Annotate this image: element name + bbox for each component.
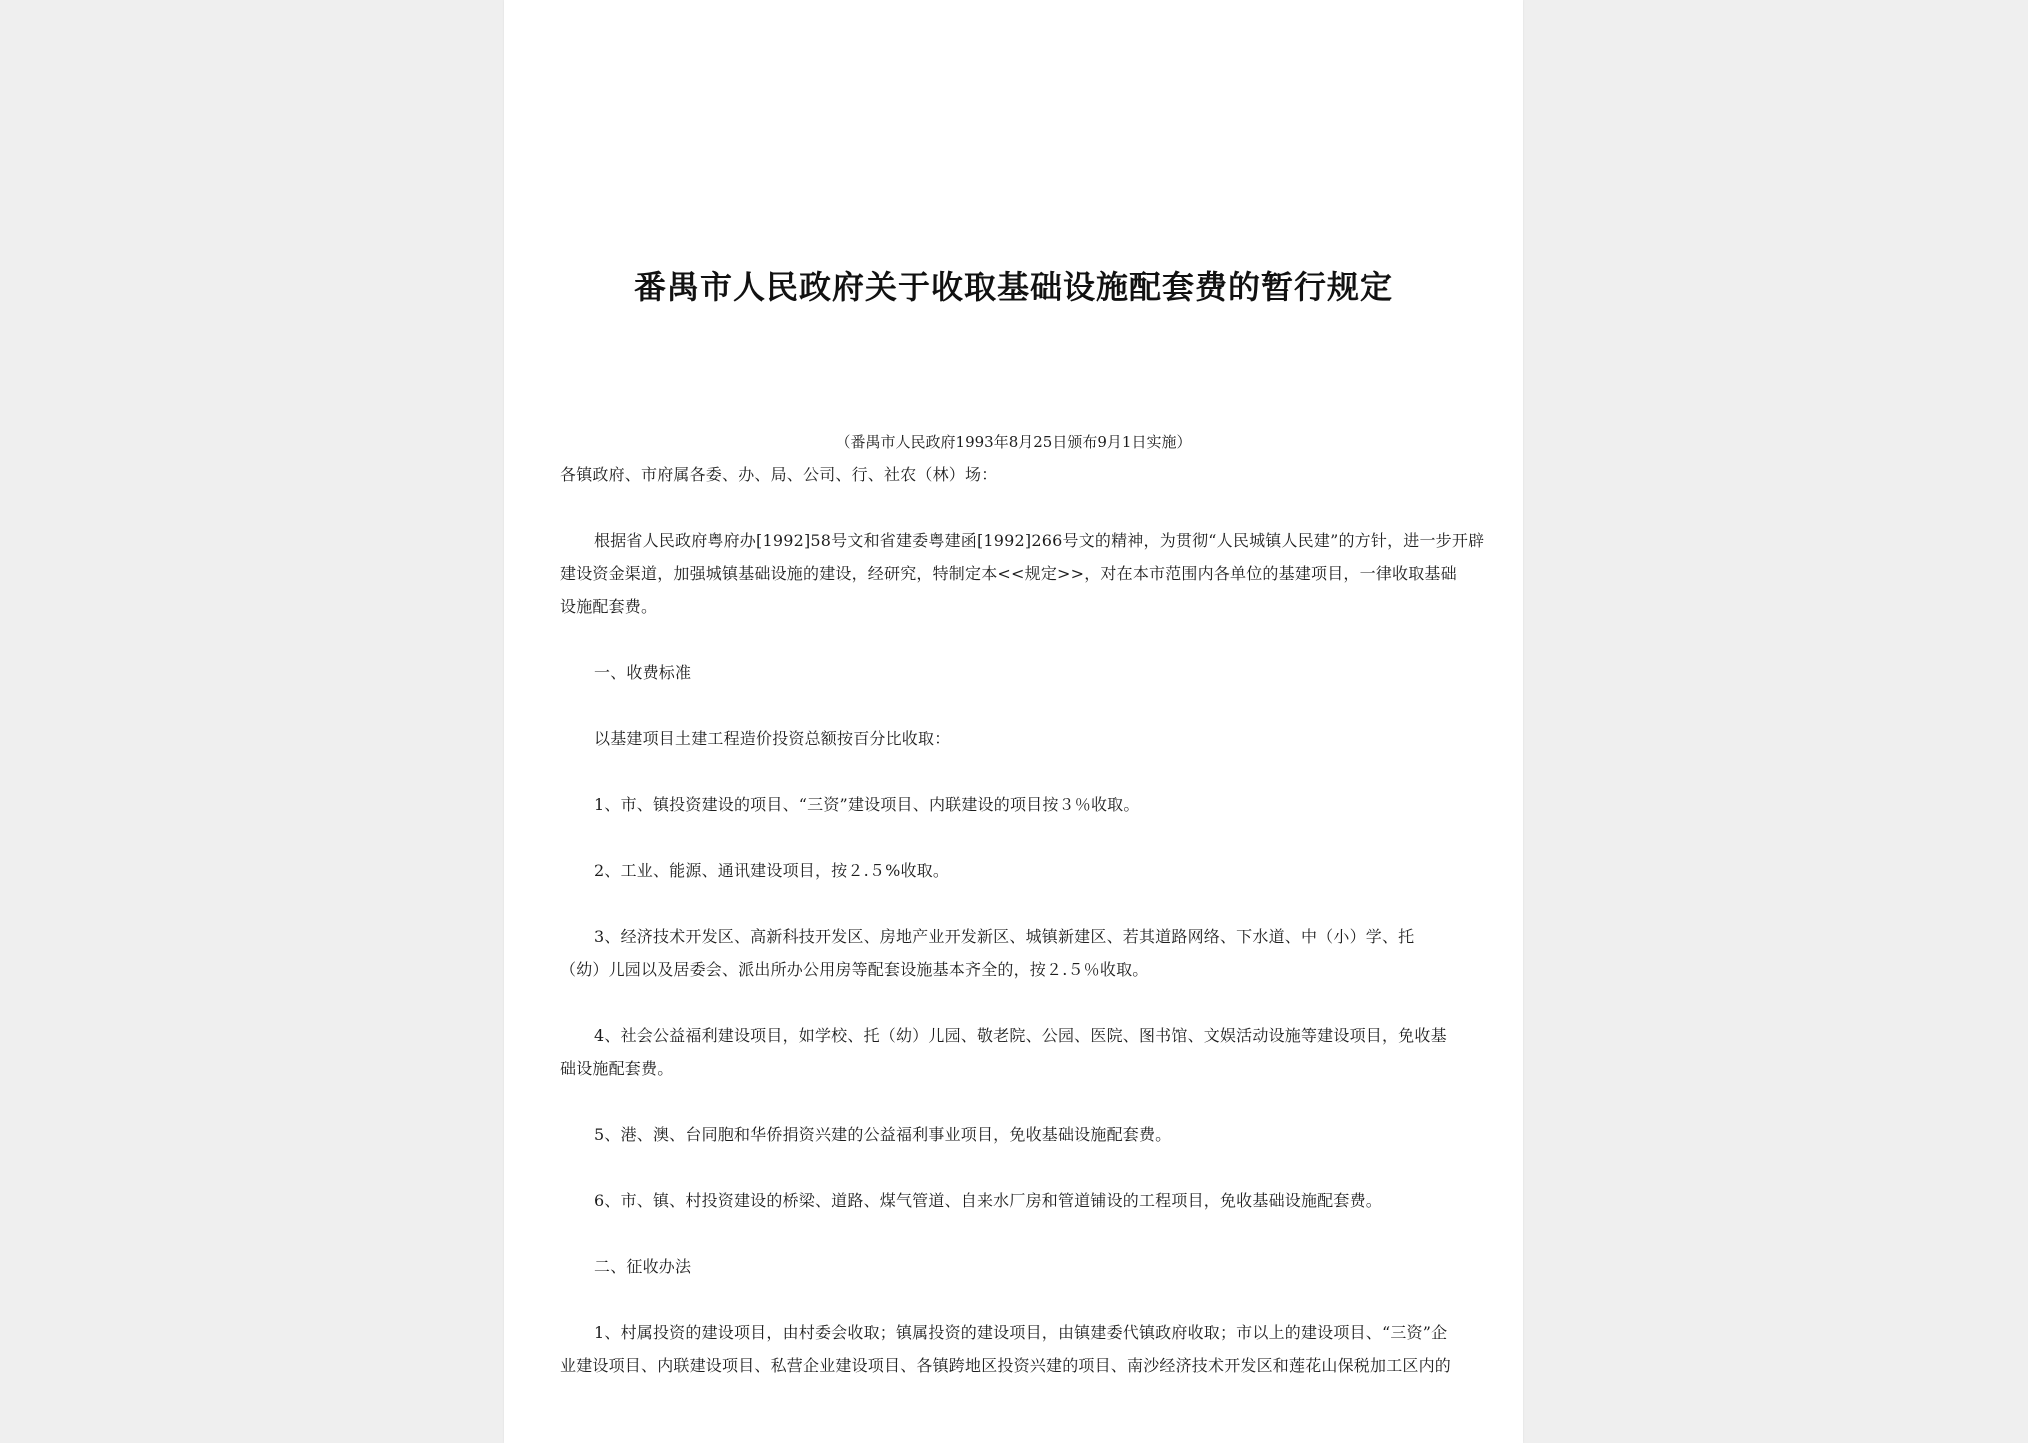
list-item: 2、工业、能源、通讯建设项目，按２.５%收取。: [594, 861, 950, 880]
list-item-continuation: 础设施配套费。: [560, 1059, 674, 1078]
list-item-continuation: （幼）儿园以及居委会、派出所办公用房等配套设施基本齐全的，按２.５％收取。: [560, 960, 1149, 979]
section-lead: 以基建项目土建工程造价投资总额按百分比收取：: [594, 729, 951, 748]
list-item: 1、村属投资的建设项目，由村委会收取；镇属投资的建设项目，由镇建委代镇政府收取；市以上的建设项目、“三资”企: [594, 1323, 1448, 1342]
recipients-line: 各镇政府、市府属各委、办、局、公司、行、社农（林）场：: [560, 465, 998, 484]
section-heading: 二、征收办法: [594, 1257, 692, 1276]
list-item: 4、社会公益福利建设项目，如学校、托（幼）儿园、敬老院、公园、医院、图书馆、文娱活动设施等建设项目，免收基: [594, 1026, 1447, 1045]
intro-line: 设施配套费。: [560, 597, 658, 616]
list-item: 5、港、澳、台同胞和华侨捐资兴建的公益福利事业项目，免收基础设施配套费。: [594, 1125, 1172, 1144]
intro-line: 根据省人民政府粤府办[1992]58号文和省建委粤建函[1992]266号文的精神，为贯彻“人民城镇人民建”的方针，进一步开辟: [594, 531, 1485, 550]
list-item: 6、市、镇、村投资建设的桥梁、道路、煤气管道、自来水厂房和管道铺设的工程项目，免收基础设施配套费。: [594, 1191, 1382, 1210]
list-item: 3、经济技术开发区、高新科技开发区、房地产业开发新区、城镇新建区、若其道路网络、下水道、中（小）学、托: [594, 927, 1415, 946]
intro-line: 建设资金渠道，加强城镇基础设施的建设，经研究，特制定本<<规定>>，对在本市范围内各单位的基建项目，一律收取基础: [560, 564, 1457, 583]
document-page: [504, 0, 1523, 1443]
section-heading: 一、收费标准: [594, 663, 692, 682]
document-subtitle: （番禺市人民政府1993年8月25日颁布9月1日实施）: [835, 433, 1192, 451]
list-item-continuation: 业建设项目、内联建设项目、私营企业建设项目、各镇跨地区投资兴建的项目、南沙经济技术开发区和莲花山保税加工区内的: [560, 1356, 1452, 1375]
document-title: 番禺市人民政府关于收取基础设施配套费的暂行规定: [633, 268, 1393, 306]
list-item: 1、市、镇投资建设的项目、“三资”建设项目、内联建设的项目按３％收取。: [594, 795, 1140, 814]
